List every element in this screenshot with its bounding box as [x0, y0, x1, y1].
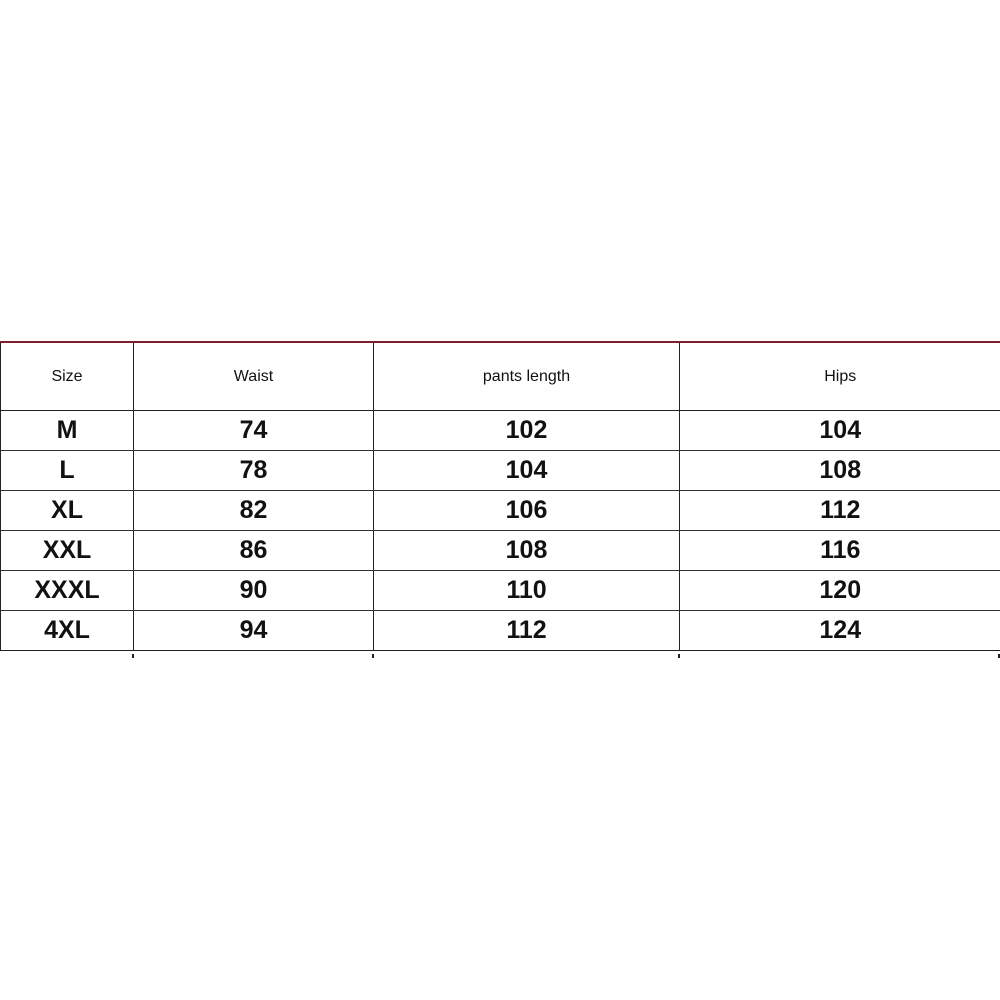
- table-row: [1, 491, 1000, 531]
- column-divider-stub: [132, 654, 134, 658]
- cell-size: XL: [1, 491, 134, 531]
- cell-pants-length: 108: [374, 531, 680, 571]
- header-row: [1, 343, 1000, 411]
- cell-size: M: [1, 411, 134, 451]
- table-row: [1, 611, 1000, 651]
- cell-hips: 120: [680, 571, 1000, 611]
- cell-size: L: [1, 451, 134, 491]
- cell-hips: 112: [680, 491, 1000, 531]
- size-chart-table: [0, 343, 1000, 651]
- cell-hips: 108: [680, 451, 1000, 491]
- cell-waist: 74: [134, 411, 374, 451]
- column-divider-stub: [372, 654, 374, 658]
- cell-hips: 116: [680, 531, 1000, 571]
- cell-size: XXL: [1, 531, 134, 571]
- cell-hips: 104: [680, 411, 1000, 451]
- header-waist: Waist: [134, 343, 374, 411]
- cell-hips: 124: [680, 611, 1000, 651]
- table-row: [1, 411, 1000, 451]
- header-size: Size: [1, 343, 134, 411]
- cell-waist: 90: [134, 571, 374, 611]
- cell-size: 4XL: [1, 611, 134, 651]
- header-hips: Hips: [680, 343, 1000, 411]
- table-bottom-stubs: [0, 654, 1000, 658]
- cell-pants-length: 110: [374, 571, 680, 611]
- cell-pants-length: 112: [374, 611, 680, 651]
- cell-waist: 94: [134, 611, 374, 651]
- table-row: [1, 451, 1000, 491]
- column-divider-stub: [998, 654, 1000, 658]
- cell-waist: 78: [134, 451, 374, 491]
- size-chart: [0, 341, 1000, 657]
- table-row: [1, 531, 1000, 571]
- cell-pants-length: 106: [374, 491, 680, 531]
- cell-pants-length: 104: [374, 451, 680, 491]
- column-divider-stub: [678, 654, 680, 658]
- cell-size: XXXL: [1, 571, 134, 611]
- table-row: [1, 571, 1000, 611]
- cell-pants-length: 102: [374, 411, 680, 451]
- cell-waist: 86: [134, 531, 374, 571]
- cell-waist: 82: [134, 491, 374, 531]
- header-pants-length: pants length: [374, 343, 680, 411]
